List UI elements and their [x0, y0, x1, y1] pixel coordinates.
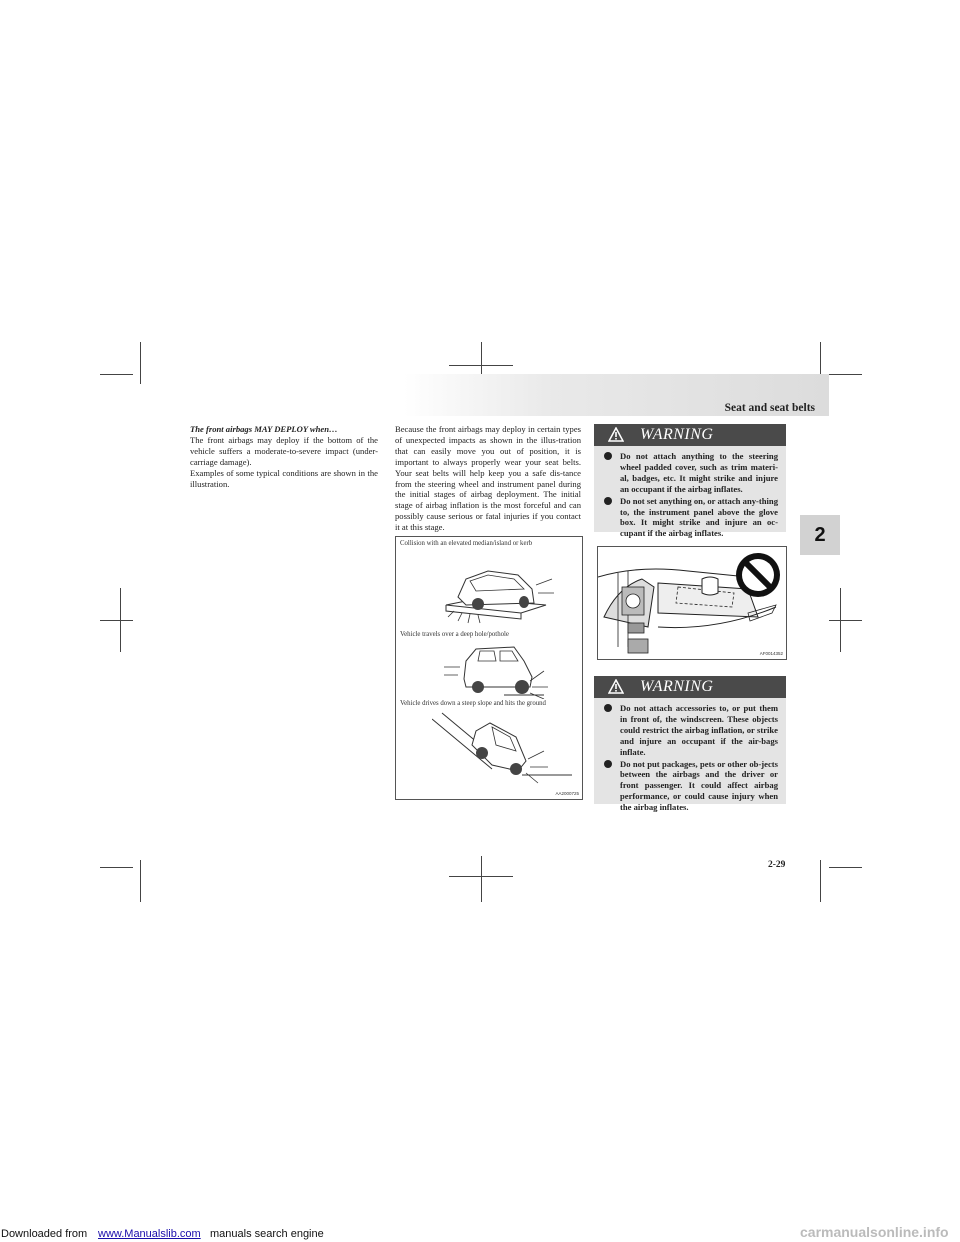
car-kerb-drawing — [436, 557, 556, 629]
warning-box-1 — [594, 424, 786, 539]
paragraph: The front airbags may deploy if the bottom of the vehicle suffers a moderate-to-severe impact (under-carriage damage). — [190, 434, 378, 467]
chapter-tab: 2 — [800, 515, 840, 555]
middle-column — [395, 424, 581, 533]
watermark: carmanualsonline.info — [800, 1224, 949, 1240]
car-pothole-drawing — [444, 641, 564, 699]
warning-header — [594, 424, 786, 446]
car-slope-drawing — [432, 709, 572, 789]
airbag-deploy-illustration — [395, 536, 583, 800]
bullet-icon — [604, 704, 612, 712]
warning-list — [604, 451, 778, 540]
warning-triangle-icon — [608, 679, 624, 694]
figure-code: AA2000725 — [555, 791, 579, 796]
warning-item: Do not set anything on, or attach any-thing to, the instrument panel above the glove box. It might strike and injure an oc-cupant if the airbag inflates. — [604, 496, 778, 540]
warning-item: Do not attach anything to the steering wheel padded cover, such as trim materi-al, badges, etc. It might strike and injure an occupant if the airbag inflates. — [604, 451, 778, 495]
page-number: 2-29 — [768, 860, 786, 870]
footer-suffix: manuals search engine — [210, 1228, 324, 1240]
dashboard-illustration — [597, 546, 787, 660]
warning-triangle-icon — [608, 427, 624, 442]
figure-code: AF0014352 — [759, 651, 783, 656]
paragraph: Examples of some typical conditions are shown in the illustration. — [190, 467, 378, 489]
caption-kerb: Collision with an elevated median/island or kerb — [400, 540, 533, 547]
bullet-icon — [604, 452, 612, 460]
manualslib-link[interactable]: www.Manualslib.com — [98, 1228, 201, 1240]
download-footer — [0, 1224, 960, 1242]
caption-slope: Vehicle drives down a steep slope and hits the ground — [400, 700, 546, 707]
bullet-icon — [604, 760, 612, 768]
warning-item: Do not put packages, pets or other ob-jects between the airbags and the driver or front passenger. It could affect airbag performance, or could cause injury when the airbag inflates. — [604, 759, 778, 814]
warning-box-2 — [594, 676, 786, 813]
left-column — [190, 424, 378, 489]
caption-pothole: Vehicle travels over a deep hole/pothole — [400, 631, 509, 638]
bullet-icon — [604, 497, 612, 505]
prohibited-icon — [734, 551, 782, 599]
section-title: Seat and seat belts — [724, 402, 815, 414]
warning-header — [594, 676, 786, 698]
warning-title: WARNING — [640, 426, 714, 443]
warning-title: WARNING — [640, 678, 714, 695]
paragraph: Because the front airbags may deploy in certain types of unexpected impacts as shown in the illus-tration that can easily move you out of position, it is important to always properly wear your seat belts. Your seat belts will help keep you a safe dis-tance from the steering wheel and instrument panel during the initial stages of airbag deployment. The initial stage of airbag inflation is the most forceful and can possibly cause serious or fatal injuries if you contact it at this stage. — [395, 424, 581, 533]
warning-item: Do not attach accessories to, or put them in front of, the windscreen. These objects could restrict the airbag inflation, or strike and injure an occupant if the air-bags inflate. — [604, 703, 778, 758]
section-heading: The front airbags MAY DEPLOY when… — [190, 424, 338, 434]
footer-prefix: Downloaded from — [1, 1228, 88, 1240]
warning-list — [604, 703, 778, 814]
